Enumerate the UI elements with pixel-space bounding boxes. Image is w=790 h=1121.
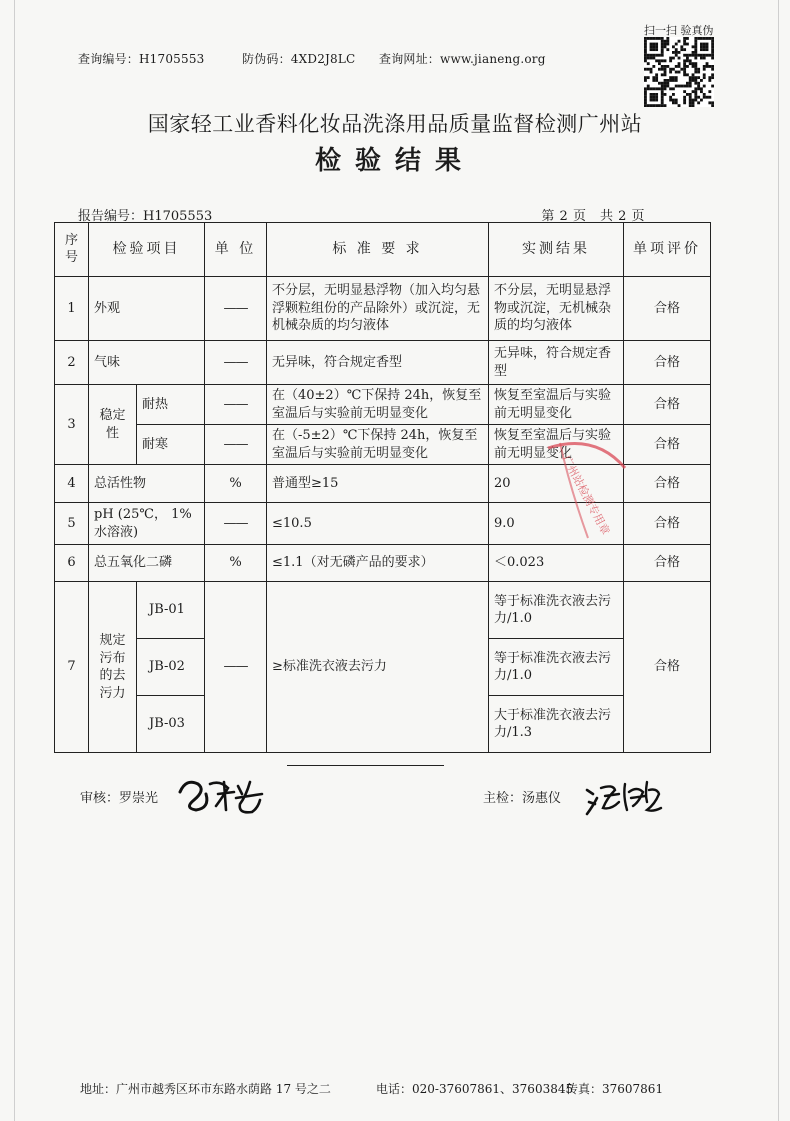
header-evaluation: 单项评价 (624, 223, 711, 277)
row-evaluation: 合格 (624, 385, 711, 425)
qr-code-icon[interactable] (644, 37, 714, 107)
row-group-stability: 稳定性 (89, 385, 137, 465)
row-standard: ≤1.1（对无磷产品的要求） (267, 545, 489, 582)
query-website: 查询网址：www.jianeng.org (379, 52, 546, 66)
footer-address: 地址：广州市越秀区环市东路水荫路 17 号之二 (80, 1082, 331, 1096)
row-evaluation: 合格 (624, 545, 711, 582)
footer-fax: 传真：37607861 (566, 1082, 664, 1096)
qr-label: 扫一扫 验真伪 (644, 24, 714, 37)
row-seq: 1 (55, 277, 89, 341)
organization-title: 国家轻工业香料化妆品洗涤用品质量监督检测广州站 (147, 112, 643, 136)
row-standard: ≥标准洗衣液去污力 (267, 582, 489, 753)
table-row (55, 277, 711, 341)
header-standard: 标 准 要 求 (267, 223, 489, 277)
table-row (55, 385, 711, 425)
query-number: 查询编号：H1705553 (78, 52, 205, 66)
row-item: JB-01 (137, 582, 205, 639)
row-result: 等于标准洗衣液去污力/1.0 (489, 582, 624, 639)
row-unit: —— (205, 425, 267, 465)
reviewer-label: 审核：罗崇光 (80, 791, 159, 806)
row-seq: 6 (55, 545, 89, 582)
header-seq: 序号 (55, 223, 89, 277)
row-unit: —— (205, 503, 267, 545)
row-unit: —— (205, 582, 267, 753)
report-number: 报告编号：H1705553 (78, 209, 213, 224)
row-evaluation: 合格 (624, 503, 711, 545)
row-group-detergency: 规定污布的去污力 (89, 582, 137, 753)
row-result: 大于标准洗衣液去污力/1.3 (489, 696, 624, 753)
row-result: 9.0 (489, 503, 624, 545)
table-row (55, 341, 711, 385)
inspector-label: 主检：汤惠仪 (483, 791, 562, 806)
row-item: JB-02 (137, 639, 205, 696)
row-unit: —— (205, 277, 267, 341)
row-evaluation: 合格 (624, 425, 711, 465)
row-result: 20 (489, 465, 624, 503)
row-standard: 不分层，无明显悬浮物（加入均匀悬浮颗粒组份的产品除外）或沉淀，无机械杂质的均匀液体 (267, 277, 489, 341)
row-result: ＜0.023 (489, 545, 624, 582)
page-indicator: 第 2 页 共 2 页 (541, 209, 645, 224)
row-unit: —— (205, 341, 267, 385)
header-result: 实测结果 (489, 223, 624, 277)
row-seq: 5 (55, 503, 89, 545)
row-item: 耐热 (137, 385, 205, 425)
row-seq: 3 (55, 385, 89, 465)
document-title: 检验结果 (314, 146, 475, 176)
row-item: 总活性物 (89, 465, 205, 503)
row-item: 气味 (89, 341, 205, 385)
row-unit: —— (205, 385, 267, 425)
row-standard: 无异味，符合规定香型 (267, 341, 489, 385)
table-row (55, 545, 711, 582)
row-standard: 在（-5±2）℃下保持 24h，恢复至室温后与实验前无明显变化 (267, 425, 489, 465)
row-standard: 普通型≥15 (267, 465, 489, 503)
row-seq: 2 (55, 341, 89, 385)
row-item: 总五氧化二磷 (89, 545, 205, 582)
inspection-stamp (540, 428, 640, 548)
row-standard: ≤10.5 (267, 503, 489, 545)
header-item: 检验项目 (89, 223, 205, 277)
row-result: 恢复至室温后与实验前无明显变化 (489, 425, 624, 465)
table-header-row (55, 223, 711, 277)
row-result: 等于标准洗衣液去污力/1.0 (489, 639, 624, 696)
signature-divider (287, 765, 444, 766)
stamp-text: 广州站检测专用章 (559, 453, 613, 538)
row-unit: % (205, 465, 267, 503)
row-evaluation: 合格 (624, 465, 711, 503)
row-item: pH (25℃， 1%水溶液) (89, 503, 205, 545)
row-evaluation: 合格 (624, 341, 711, 385)
row-result: 不分层，无明显悬浮物或沉淀，无机械杂质的均匀液体 (489, 277, 624, 341)
row-seq: 7 (55, 582, 89, 753)
row-evaluation: 合格 (624, 582, 711, 753)
row-result: 无异味，符合规定香型 (489, 341, 624, 385)
row-seq: 4 (55, 465, 89, 503)
header-unit: 单 位 (205, 223, 267, 277)
row-evaluation: 合格 (624, 277, 711, 341)
anti-fake-code: 防伪码：4XD2J8LC (242, 52, 356, 66)
table-row (55, 582, 711, 639)
row-item: JB-03 (137, 696, 205, 753)
row-item: 耐寒 (137, 425, 205, 465)
row-result: 恢复至室温后与实验前无明显变化 (489, 385, 624, 425)
row-standard: 在（40±2）℃下保持 24h，恢复至室温后与实验前无明显变化 (267, 385, 489, 425)
row-item: 外观 (89, 277, 205, 341)
footer-phone: 电话：020-37607861、37603845 (376, 1082, 574, 1096)
inspector-signature (583, 776, 663, 818)
row-unit: % (205, 545, 267, 582)
reviewer-signature (176, 772, 266, 822)
